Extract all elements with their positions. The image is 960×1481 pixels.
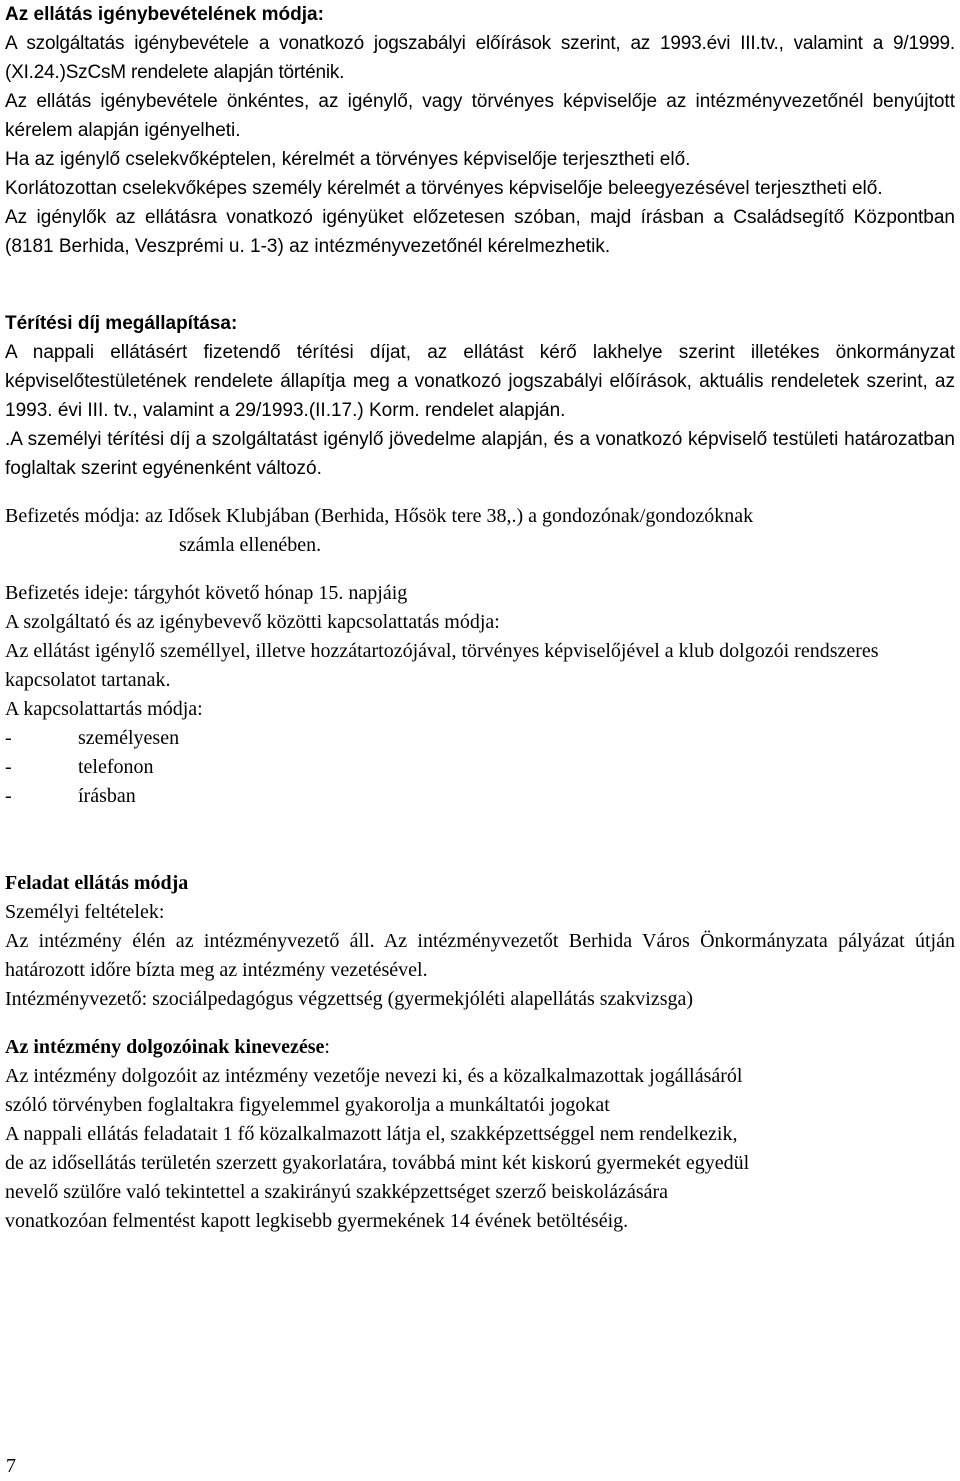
paragraph-vegzettseg: Intézményvezető: szociálpedagógus végzettség (gyermekjóléti alapellátás szakvizsga) [5,988,694,1010]
paragraph-jogszabaly: A szolgáltatás igénybevétele a vonatkozó jogszabályi előírások szerint, az 1993.évi III.tv., valamint a 9/1999.(XI.24.)SzCsM rendelete alapján történik. [5,33,955,83]
heading-kapcsolattartas-modja: A kapcsolattartás módja: [5,698,203,720]
heading-kinevezes-text: Az intézmény dolgozóinak kinevezése [5,1036,325,1058]
paragraph-line: de az idősellátás területén szerzett gyakorlatára, továbbá mint két kiskorú gyermekét egyedül [5,1152,750,1174]
paragraph-kapcsolat: Az ellátást igénylő személlyel, illetve hozzátartozójával, törvényes képviselőjével a klub dolgozói rendszeres kapcsolatot tartanak. [5,640,879,691]
paragraph-intezmenyvezeto: Az intézmény élén az intézményvezető áll. Az intézményvezetőt Berhida Város Önkormányzata pályázat útján határozott időre bízta meg az intézmény vezetésével. [5,930,955,981]
heading-feladat-ellatas: Feladat ellátás módja [5,872,189,894]
heading-teritesi-dij: Térítési díj megállapítása: [5,313,238,334]
heading-kinevezes [5,1033,955,1062]
paragraph-line: A nappali ellátás feladatait 1 fő közalkalmazott látja el, szakképzettséggel nem rendelkezik, [5,1123,738,1145]
paragraph-onkentes: Az ellátás igénybevétele önkéntes, az igénylő, vagy törvényes képviselője az intézményvezetőnél benyújtott kérelem alapján igényelheti. [5,91,955,141]
list-item [5,782,955,811]
heading-kapcsolattatas: A szolgáltató és az igénybevevő közötti kapcsolattatás módja: [5,611,500,633]
page-number: 7 [6,1455,16,1477]
list-item-text: személyesen [78,727,180,749]
list-item-text: írásban [78,785,136,807]
paragraph-line: szóló törvényben foglaltakra figyelemmel gyakorolja a munkáltatói jogokat [5,1094,610,1116]
document-page [5,0,955,1236]
paragraph-befizetes-ideje: Befizetés ideje: tárgyhót követő hónap 15. napjáig [5,582,408,604]
paragraph-line: vonatkozóan felmentést kapott legkisebb gyermekének 14 évének betöltéséig. [5,1210,629,1232]
list-item [5,724,955,753]
paragraph-line: nevelő szülőre való tekintettel a szakirányú szakképzettséget szerző beiskolázására [5,1181,669,1203]
list-item-text: telefonon [78,756,154,778]
paragraph-szemelyi-teritesi-dij: .A személyi térítési díj a szolgáltatást igénylő jövedelme alapján, és a vonatkozó képviselő testületi határozatban foglaltak szerint egyénenként változó. [5,429,955,479]
heading-szemelyi-feltetelek: Személyi feltételek: [5,901,165,923]
dash-bullet: - [5,756,12,778]
heading-kinevezes-colon: : [324,1036,330,1058]
contact-list [5,724,955,811]
list-item [5,753,955,782]
paragraph-korlatozottan: Korlátozottan cselekvőképes személy kérelmét a törvényes képviselője beleegyezésével terjesztheti elő. [5,178,883,199]
paragraph-nappali-ellatas: A nappali ellátásért fizetendő térítési díjat, az ellátást kérő lakhelye szerint illetékes önkormányzat képviselőtestületének rendelete állapítja meg a vonatkozó jogszabályi előírások, aktuális rendeletek szerint, az 1993. évi III. tv., valamint a 29/1993.(II.17.) Korm. rendelet alapján. [5,342,955,421]
paragraph-cselekvokeptelen: Ha az igénylő cselekvőképtelen, kérelmét a törvényes képviselője terjesztheti elő. [5,149,691,170]
dash-bullet: - [5,727,12,749]
paragraph-befizetes-modja: Befizetés módja: az Idősek Klubjában (Berhida, Hősök tere 38,.) a gondozónak/gondozóknak [5,505,754,527]
paragraph-szamla-ellenében: számla ellenében. [179,534,322,556]
paragraph-line: Az intézmény dolgozóit az intézmény vezetője nevezi ki, és a közalkalmazottak jogállásáról [5,1065,743,1087]
dash-bullet: - [5,785,12,807]
paragraph-kerelmezes: Az igénylők az ellátásra vonatkozó igényüket előzetesen szóban, majd írásban a Családsegítő Központban (8181 Berhida, Veszprémi u. 1-3) az intézményvezetőnél kérelmezhetik. [5,207,955,257]
heading-igenybevetel: Az ellátás igénybevételének módja: [5,4,324,25]
